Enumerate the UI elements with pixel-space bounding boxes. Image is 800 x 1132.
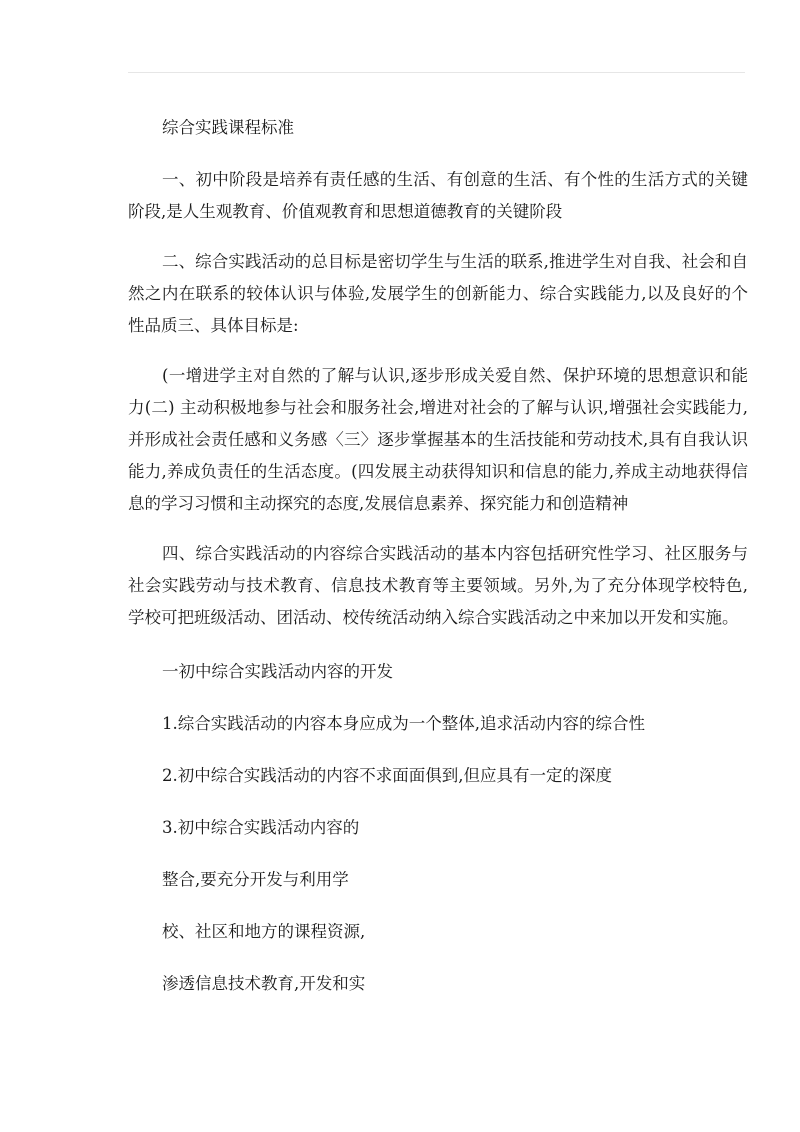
paragraph-fragment-3: 渗透信息技术教育,开发和实 <box>162 974 366 993</box>
list-item-2: 2.初中综合实践活动的内容不求面面俱到,但应具有一定的深度 <box>162 766 612 785</box>
paragraph-4: 四、综合实践活动的内容综合实践活动的基本内容包括研究性学习、社区服务与社会实践劳动与技术教育、信息技术教育等主要领域。另外,为了充分体现学校特色,学校可把班级活动、团活动、校传统活动纳入综合实践活动之中来加以开发和实施。 <box>128 544 748 627</box>
list-item-3: 3.初中综合实践活动内容的 <box>162 818 360 837</box>
paragraph-1: 一、初中阶段是培养有责任感的生活、有创意的生活、有个性的生活方式的关键阶段,是人生观教育、价值观教育和思想道德教育的关键阶段 <box>128 170 748 221</box>
paragraph-fragment-2: 校、社区和地方的课程资源, <box>162 922 366 941</box>
header-divider <box>128 72 745 73</box>
paragraph-fragment-1: 整合,要充分开发与利用学 <box>162 870 349 889</box>
paragraph-2: 二、综合实践活动的总目标是密切学生与生活的联系,推进学生对自我、社会和自然之内在联系的较体认识与体验,发展学生的创新能力、综合实践能力,以及良好的个性品质三、具体目标是: <box>128 252 748 335</box>
list-item-1: 1.综合实践活动的内容本身应成为一个整体,追求活动内容的综合性 <box>162 714 645 733</box>
paragraph-3: (一增进学主对自然的了解与认识,逐步形成关爱自然、保护环境的思想意识和能力(二) 主动积极地参与社会和服务社会,增进对社会的了解与认识,增强社会实践能力,并形成社会责任感和义务感〈三〉逐步掌握基本的生活技能和劳动技术,具有自我认识能力,养成负责任的生活态度。(四发展主动获得知识和信息的能力,养成主动地获得信息的学习习惯和主动探究的态度,发展信息素养、探究能力和创造精神 <box>128 366 748 513</box>
document-title: 综合实践课程标准 <box>162 118 294 137</box>
document-body <box>128 112 748 1020</box>
section-heading: 一初中综合实践活动内容的开发 <box>162 662 393 681</box>
